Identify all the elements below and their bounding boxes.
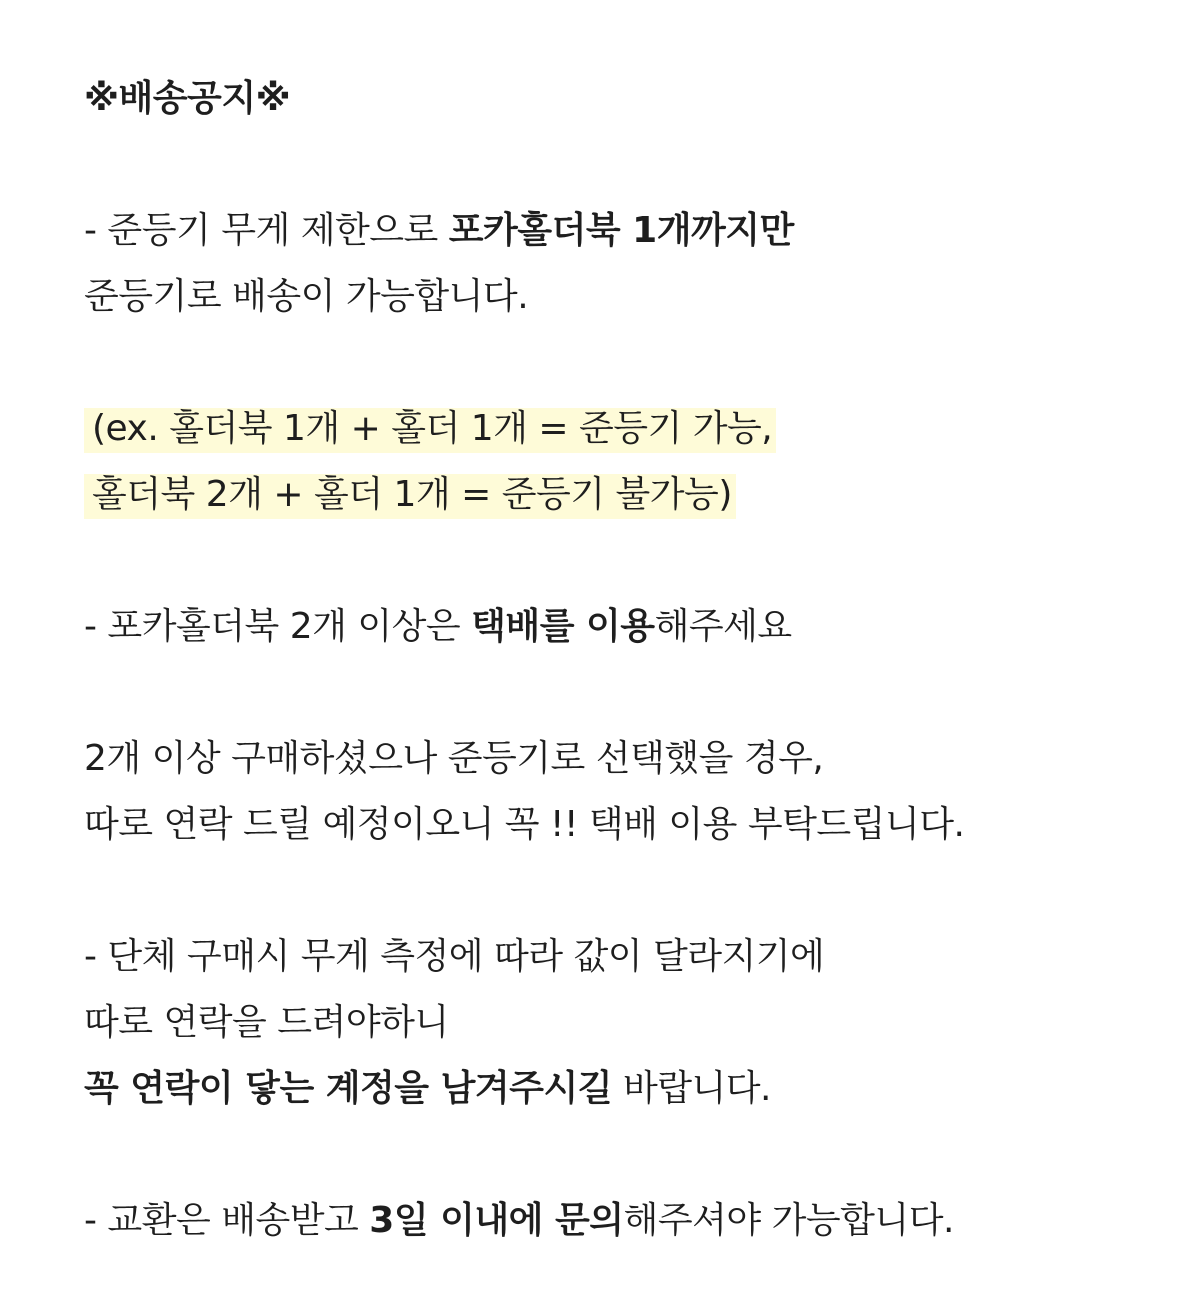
group-order-line-1: - 단체 구매시 무게 측정에 따라 값이 달라지기에 [84, 936, 825, 977]
spacer [84, 660, 1164, 726]
example-highlight-2: 홀더북 2개 + 홀더 1개 = 준등기 불가능) [84, 462, 736, 528]
exchange-suffix: 해주셔야 가능합니다. [623, 1200, 954, 1241]
exchange-line [84, 1188, 1164, 1254]
parcel-line [84, 594, 1164, 660]
group-order-line-3 [84, 1056, 1164, 1122]
exchange-bold: 3일 이내에 문의 [369, 1200, 624, 1241]
spacer [84, 528, 1164, 594]
weight-limit-bold: 포카홀더북 1개까지만 [448, 210, 794, 251]
weight-limit-line [84, 198, 1164, 264]
exchange-text: - 교환은 배송받고 [84, 1200, 370, 1241]
group-order-bold: 꼭 연락이 닿는 계정을 남겨주시길 [84, 1068, 612, 1109]
spacer [84, 1122, 1164, 1188]
spacer [84, 330, 1164, 396]
example-line-2 [84, 462, 1164, 528]
example-line-1 [84, 396, 1164, 462]
notice-title: ※배송공지※ [84, 78, 291, 119]
group-order-line-2: 따로 연락을 드려야하니 [84, 1002, 449, 1043]
parcel-suffix: 해주세요 [654, 606, 792, 647]
parcel-text: - 포카홀더북 2개 이상은 [84, 606, 472, 647]
spacer [84, 858, 1164, 924]
multi-order-line-1: 2개 이상 구매하셨으나 준등기로 선택했을 경우, [84, 738, 824, 779]
weight-limit-line-2: 준등기로 배송이 가능합니다. [84, 276, 529, 317]
example-highlight-1: (ex. 홀더북 1개 + 홀더 1개 = 준등기 가능, [84, 396, 776, 462]
parcel-bold: 택배를 이용 [471, 606, 655, 647]
group-order-suffix: 바랍니다. [612, 1068, 771, 1109]
spacer [84, 132, 1164, 198]
multi-order-line-2: 따로 연락 드릴 예정이오니 꼭 !! 택배 이용 부탁드립니다. [84, 804, 965, 845]
shipping-notice [84, 66, 1164, 1254]
weight-limit-text: - 준등기 무게 제한으로 [84, 210, 449, 251]
